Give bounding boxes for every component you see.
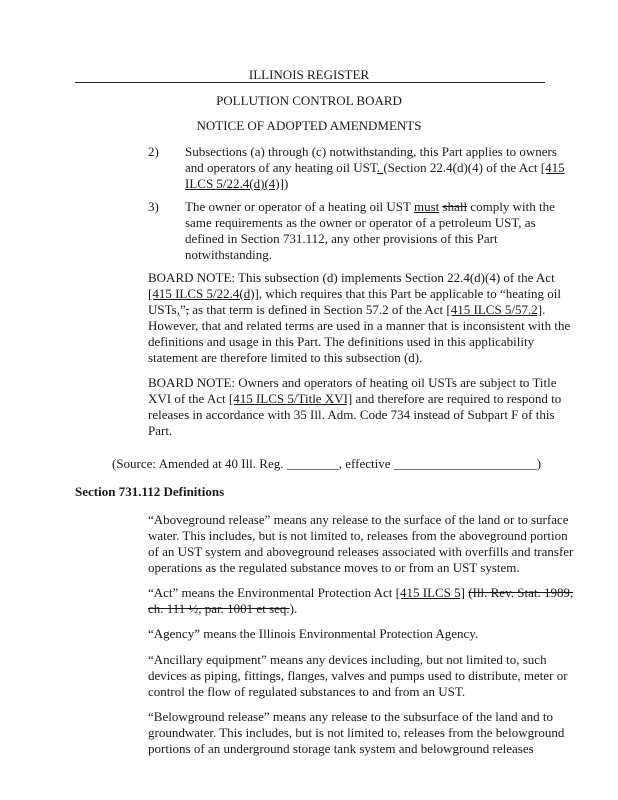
text-line (148, 302, 570, 318)
text-line (148, 626, 478, 642)
text-segment: control the flow of regulated substances to and from an UST. (148, 684, 466, 699)
text-segment: as that term is defined in Section 57.2 of the Act (189, 302, 447, 317)
text-segment: “Act” means the Environmental Protection Act (148, 585, 396, 600)
text-segment: “Aboveground release” means any release to the surface of the land or to surface (148, 512, 569, 527)
text-line (185, 176, 565, 192)
text-line (148, 334, 570, 350)
text-segment: “Belowground release” means any release to the subsurface of the land and to (148, 709, 554, 724)
text-line (148, 544, 573, 560)
register-title: ILLINOIS REGISTER (248, 67, 370, 82)
text-segment: portions of an underground storage tank system and belowground releases (148, 741, 534, 756)
text-segment: USTs (148, 302, 177, 317)
text-segment: , which requires that this Part be applicable to “heating oil (258, 286, 562, 301)
inserted-text: , (176, 302, 180, 317)
text-segment: BOARD NOTE: This subsection (d) implements Section 22.4(d)(4) of the Act (148, 270, 555, 285)
text-segment: and operators of any heating oil UST (185, 160, 377, 175)
text-segment: defined in Section 731.112, any other provisions of this Part (185, 231, 498, 246)
text-segment: devices as piping, fittings, flanges, valves and pumps used to distribute, meter or (148, 668, 568, 683)
text-segment: ). (289, 601, 298, 616)
text-line (148, 652, 568, 668)
text-line (148, 668, 568, 684)
text-segment: XVI of the Act (148, 391, 229, 406)
text-line (148, 741, 564, 757)
text-line (185, 215, 555, 231)
text-segment: water. This includes, but is not limited to, releases from the aboveground portion (148, 528, 568, 543)
text-segment: and therefore are required to respond to (352, 391, 562, 406)
inserted-text: [415 ILCS 5/Title XVI] (228, 391, 353, 406)
text-segment: comply with the (467, 199, 555, 214)
board-name: POLLUTION CONTROL BOARD (216, 93, 402, 108)
text-line (148, 318, 570, 334)
section-heading: Section 731.112 Definitions (75, 484, 225, 499)
board-note-2 (148, 375, 561, 439)
item-number: 3) (148, 199, 159, 214)
text-line (185, 247, 555, 263)
text-segment: (Section 22.4(d)(4) of the Act (383, 160, 541, 175)
text-segment: operations as the regulated substance moves to or from an UST system. (148, 560, 520, 575)
text-segment: (Source: Amended at 40 Ill. Reg. (112, 456, 287, 471)
text-line (185, 199, 555, 215)
text-segment: The owner or operator of a heating oil UST (185, 199, 414, 214)
text-line (148, 684, 568, 700)
text-segment: , effective (338, 456, 394, 471)
item-number: 2) (148, 144, 159, 159)
item-2-text (185, 144, 565, 192)
text-line (185, 160, 565, 176)
source-note (112, 456, 541, 472)
text-segment: definitions and usage in this Part. The definitions used in this applicability (148, 334, 535, 349)
text-segment: ________ (286, 456, 339, 471)
definition-ancillary-equipment (148, 652, 568, 700)
text-segment: groundwater. This includes, but is not limited to, releases from the belowground (148, 725, 565, 740)
inserted-text: ILCS 5/22.4(d)(4)] (185, 176, 284, 191)
inserted-text: [415 ILCS 5/57.2] (446, 302, 543, 317)
text-segment: releases in accordance with 35 Ill. Adm. Code 734 instead of Subpart F of this (148, 407, 555, 422)
inserted-text: [415 ILCS 5/22.4(d)] (148, 286, 259, 301)
text-segment: Part. (148, 423, 173, 438)
header-rule (75, 82, 545, 83)
text-line (148, 709, 564, 725)
inserted-text: [415 (540, 160, 565, 175)
text-segment: BOARD NOTE: Owners and operators of heating oil USTs are subject to Title (148, 375, 557, 390)
definition-aboveground-release (148, 512, 573, 576)
text-segment: ) (283, 176, 289, 191)
text-line (148, 512, 573, 528)
text-segment: ” (179, 302, 186, 317)
item-3-text (185, 199, 555, 263)
deleted-text: shall (442, 199, 468, 214)
text-line (185, 144, 565, 160)
text-line (148, 528, 573, 544)
text-line (148, 375, 561, 391)
text-line (148, 601, 573, 617)
text-segment: “Agency” means the Illinois Environmental Protection Agency. (148, 626, 479, 641)
text-line (148, 725, 564, 741)
text-segment: of an UST system and aboveground releases associated with overfills and transfer (148, 544, 574, 559)
text-line (148, 423, 561, 439)
text-segment: same requirements as the owner or operator of a petroleum UST, as (185, 215, 536, 230)
text-segment: notwithstanding. (185, 247, 273, 262)
inserted-text: [415 ILCS 5] (395, 585, 465, 600)
definition-act (148, 585, 573, 617)
text-line (148, 286, 570, 302)
text-segment: statement are therefore limited to this subsection (d). (148, 350, 423, 365)
text-line (148, 560, 573, 576)
definition-belowground-release (148, 709, 564, 757)
inserted-text: . (376, 160, 384, 175)
text-line (148, 270, 570, 286)
definition-agency (148, 626, 478, 642)
text-segment: Subsections (a) through (c) notwithstanding, this Part applies to owners (185, 144, 557, 159)
text-segment: ______________________ (393, 456, 537, 471)
text-line (148, 407, 561, 423)
text-line (148, 585, 573, 601)
inserted-text: must (414, 199, 440, 214)
text-line (112, 456, 541, 472)
deleted-text: (Ill. Rev. Stat. 1989, (468, 585, 574, 600)
text-segment: ) (536, 456, 542, 471)
text-segment: . (542, 302, 546, 317)
text-segment: “Ancillary equipment” means any devices including, but not limited to, such (148, 652, 547, 667)
text-line (185, 231, 555, 247)
board-note-1 (148, 270, 570, 366)
deleted-text: , (185, 302, 189, 317)
text-line (148, 350, 570, 366)
text-line (148, 391, 561, 407)
deleted-text: ch. 111 ½, par. 1001 et seq. (148, 601, 290, 616)
notice-title: NOTICE OF ADOPTED AMENDMENTS (196, 118, 422, 133)
text-segment: However, that and related terms are used in a manner that is inconsistent with the (148, 318, 571, 333)
